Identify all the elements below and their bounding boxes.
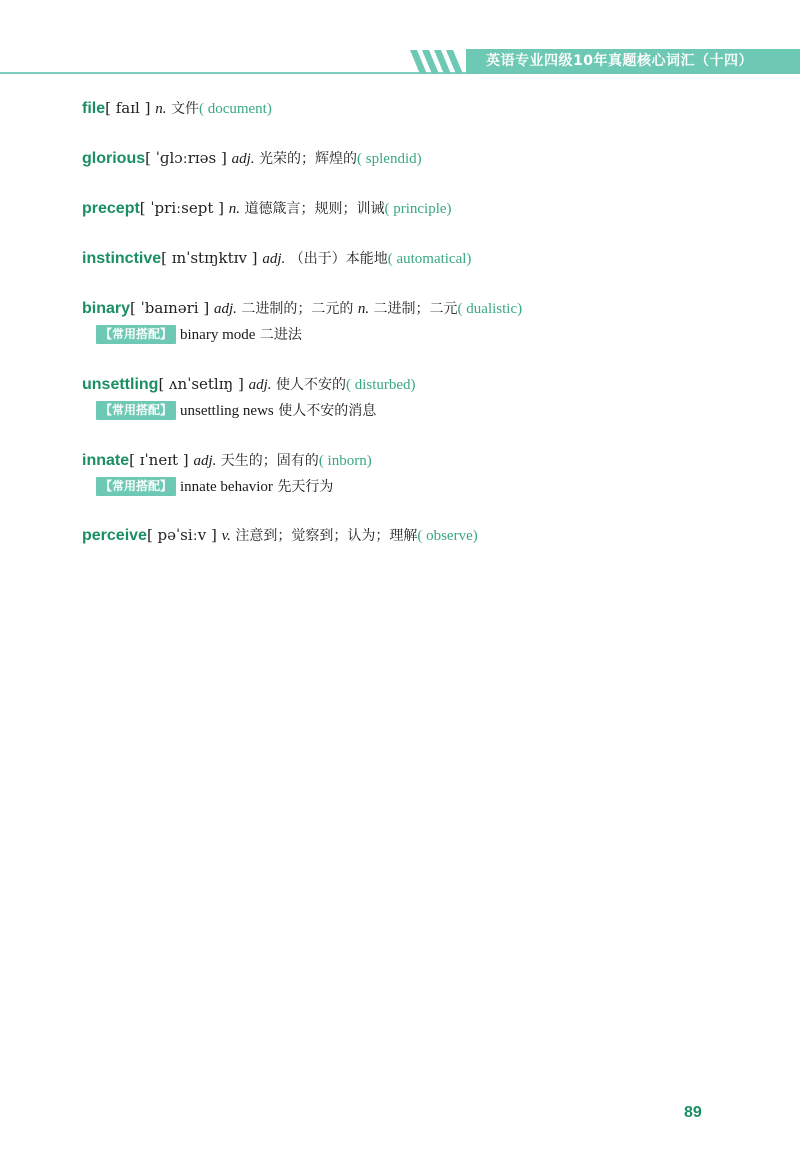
part-of-speech: adj. [248, 377, 272, 393]
collocation-cn: 使人不安的消息 [273, 403, 377, 419]
part-of-speech: n. [155, 101, 167, 117]
meaning: 天生的；固有的 [216, 453, 319, 469]
meaning: 使人不安的 [271, 377, 346, 393]
phonetic: [ ˈɡlɔːrɪəs ] [145, 149, 227, 167]
synonym: ( document) [198, 101, 272, 117]
collocation-cn: 二进法 [255, 327, 302, 343]
collocation [96, 476, 372, 498]
collocation-tag: 【常用搭配】 [96, 477, 176, 496]
headword: unsettling [82, 376, 159, 393]
meaning: 二进制的；二元的 [236, 301, 358, 317]
meaning: 道德箴言；规则；训诫 [240, 201, 385, 217]
part-of-speech: adj. [231, 151, 255, 167]
synonym: ( splendid) [357, 151, 422, 167]
synonym: ( dualistic) [457, 301, 523, 317]
collocation-en: binary mode [180, 327, 256, 343]
phonetic: [ faɪl ] [105, 99, 151, 117]
headword: glorious [82, 150, 146, 167]
vocab-entry [82, 147, 422, 170]
part-of-speech: adj. [262, 251, 286, 267]
headword: file [82, 100, 106, 117]
vocab-entry [82, 197, 452, 220]
part-of-speech: adj. [214, 301, 237, 317]
part-of-speech: v. [221, 528, 231, 544]
headword: precept [82, 200, 140, 217]
collocation-en: innate behavior [180, 479, 273, 495]
header-title: 英语专业四级10年真题核心词汇（十四） [486, 53, 753, 69]
meaning: 注意到；觉察到；认为；理解 [230, 528, 418, 544]
collocation [96, 400, 416, 422]
page-number: 89 [684, 1104, 702, 1121]
part-of-speech: adj. [193, 453, 217, 469]
phonetic: [ ˈpriːsept ] [139, 199, 224, 217]
collocation-tag: 【常用搭配】 [96, 325, 176, 344]
headword: instinctive [82, 250, 162, 267]
vocab-entry [82, 297, 522, 346]
meaning: （出于）本能地 [285, 251, 388, 267]
synonym: ( automatical) [387, 251, 472, 267]
headword: perceive [82, 527, 147, 544]
collocation-tag: 【常用搭配】 [96, 401, 176, 420]
vocab-entry [82, 97, 272, 120]
vocab-entry [82, 247, 471, 270]
synonym: ( observe) [417, 528, 478, 544]
vocab-entry [82, 373, 416, 422]
synonym: ( inborn) [318, 453, 372, 469]
meaning: 光荣的；辉煌的 [254, 151, 358, 167]
collocation-en: unsettling news [180, 403, 274, 419]
collocation [96, 324, 522, 346]
meaning-2: 二进制；二元 [369, 301, 458, 317]
synonym: ( disturbed) [345, 377, 416, 393]
vocab-entry [82, 524, 478, 547]
headword: innate [82, 452, 130, 469]
headword: binary [82, 300, 131, 317]
phonetic: [ pəˈsiːv ] [146, 526, 217, 544]
part-of-speech: n. [228, 201, 241, 217]
header-band [466, 49, 800, 74]
meaning: 文件 [166, 101, 199, 117]
phonetic: [ ɪˈneɪt ] [129, 451, 189, 469]
synonym: ( principle) [384, 201, 452, 217]
collocation-cn: 先天行为 [272, 479, 334, 495]
phonetic: [ ʌnˈsetlɪŋ ] [158, 375, 244, 393]
phonetic: [ ˈbaɪnəri ] [130, 299, 210, 317]
part-of-speech-2: n. [357, 301, 370, 317]
vocab-entry [82, 449, 372, 498]
header-stripes-decoration [410, 50, 470, 74]
phonetic: [ ɪnˈstɪŋktɪv ] [161, 249, 258, 267]
